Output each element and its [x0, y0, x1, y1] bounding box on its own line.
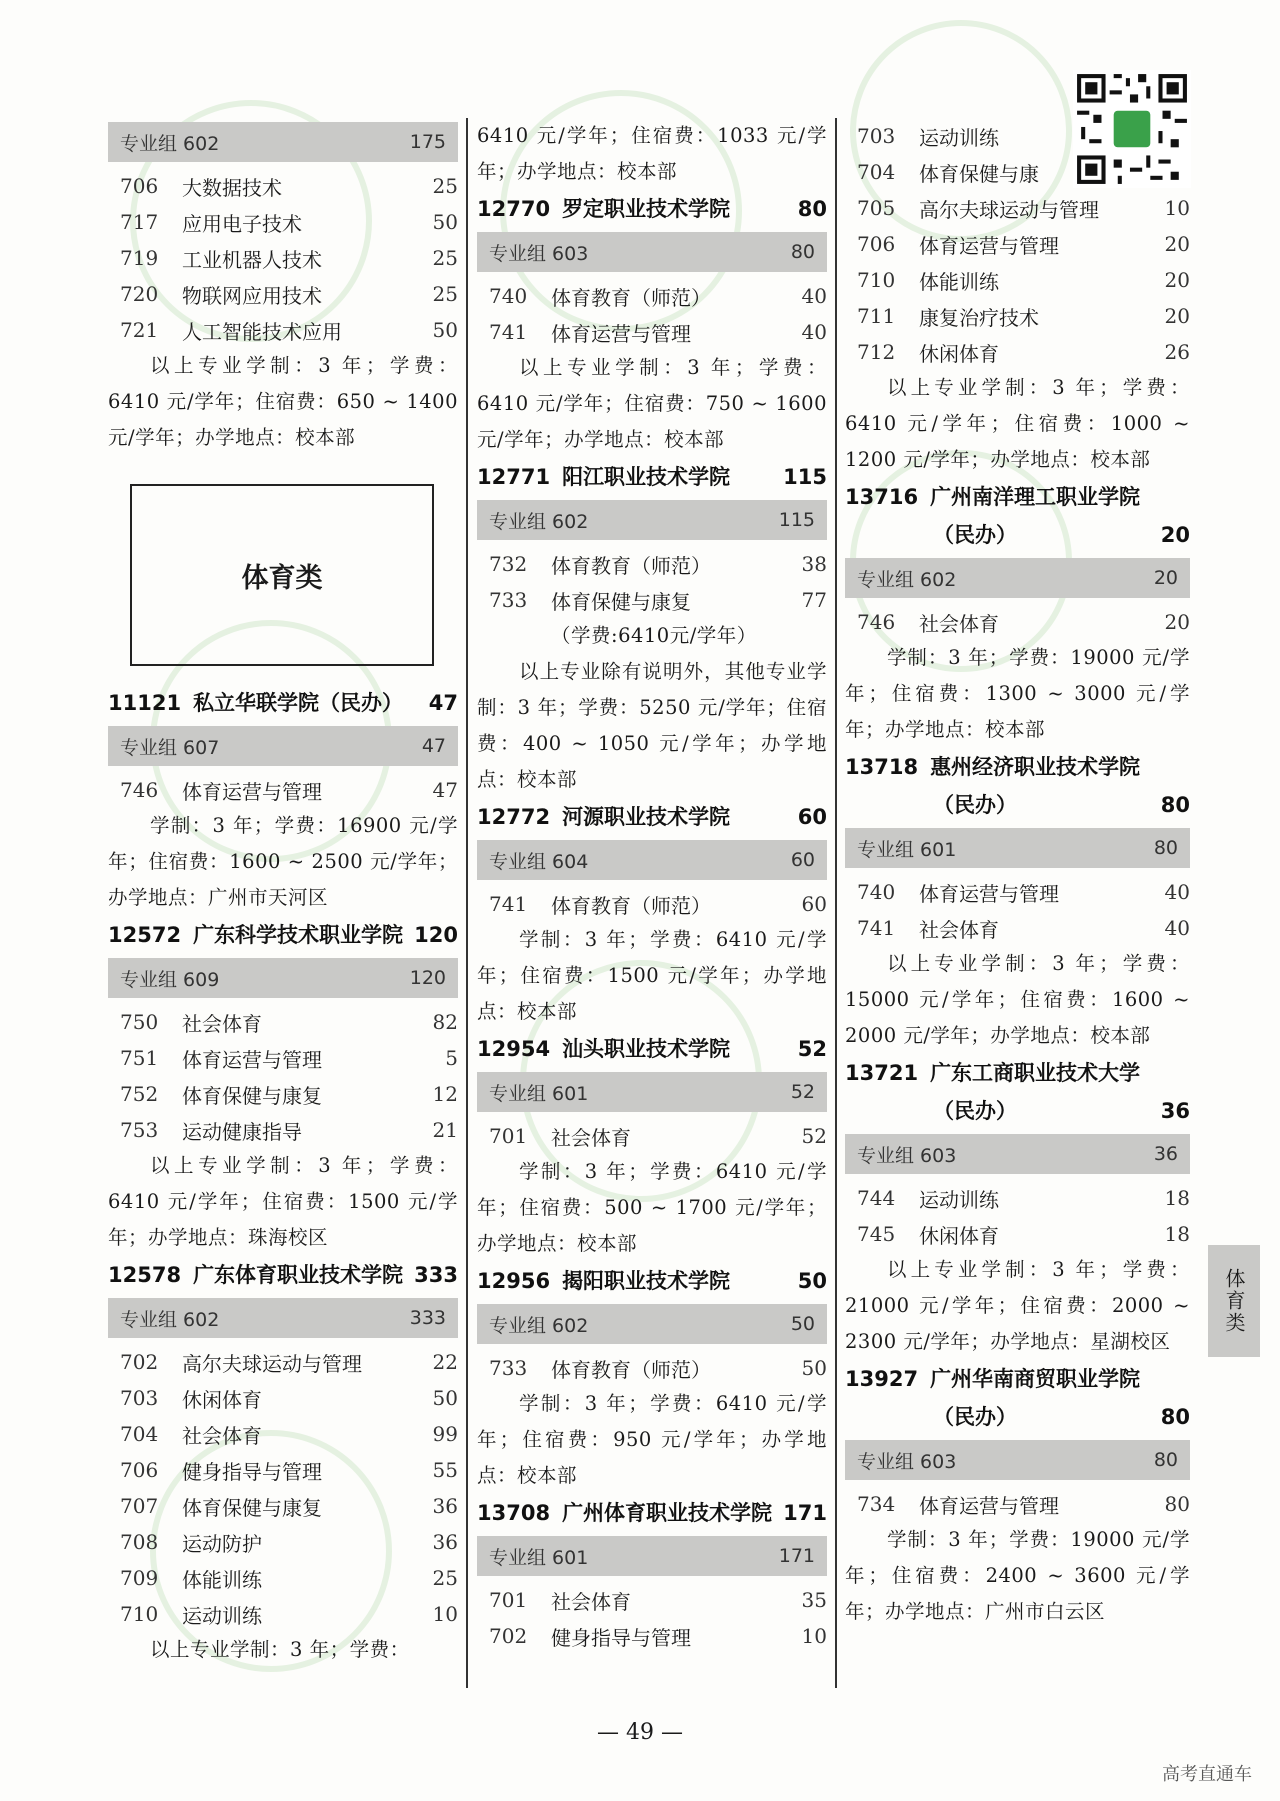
major-name: 社会体育	[551, 1125, 631, 1150]
major-name: 体育运营与管理	[919, 881, 1059, 906]
program-note: 学制：3 年；学费：19000 元/学年；住宿费：2400 ~ 3600 元/学年；办学地点：广州市白云区	[845, 1528, 1190, 1623]
major-plan-count: 26	[1164, 340, 1190, 364]
major-name: 体育运营与管理	[182, 779, 322, 804]
major-code: 750	[120, 1010, 159, 1034]
major-plan-count: 18	[1164, 1186, 1190, 1210]
major-code: 706	[120, 1458, 159, 1482]
major-list	[845, 118, 1190, 370]
major-group-header: 专业组 601 171	[477, 1536, 827, 1576]
category-side-tab: 体育类	[1208, 1245, 1260, 1357]
major-code: 734	[857, 1492, 896, 1516]
major-name: 体育教育（师范）	[551, 285, 711, 310]
major-plan-count: 82	[432, 1010, 458, 1034]
major-row	[108, 1344, 458, 1380]
major-plan-count: 40	[1164, 880, 1190, 904]
school-heading: 13721 广东工商职业技术大学 （民办） 36	[845, 1061, 1190, 1123]
major-name: 运动防护	[182, 1531, 262, 1556]
major-group-header: 专业组 601 52	[477, 1072, 827, 1112]
major-code: 733	[489, 1356, 528, 1380]
major-plan-count: 10	[432, 1602, 458, 1626]
major-row	[108, 1380, 458, 1416]
major-row	[108, 1416, 458, 1452]
major-code: 709	[120, 1566, 159, 1590]
footer-brand: 高考直通车	[1162, 1764, 1252, 1785]
major-group-header: 专业组 602 333	[108, 1298, 458, 1338]
major-list	[845, 1486, 1190, 1522]
major-list	[477, 1350, 827, 1386]
major-plan-count: 38	[801, 552, 827, 576]
major-plan-count: 80	[1164, 1492, 1190, 1516]
major-name: 休闲体育	[182, 1387, 262, 1412]
major-row	[108, 204, 458, 240]
major-row	[477, 1582, 827, 1618]
major-row	[845, 298, 1190, 334]
program-note: 以上专业学制：3 年；学费：6410 元/学年；住宿费：750 ~ 1600 元/学年；办学地点：校本部	[477, 356, 827, 451]
major-plan-count: 25	[432, 282, 458, 306]
program-note: 学制：3 年；学费：16900 元/学年；住宿费：1600 ~ 2500 元/学年；办学地点：广州市天河区	[108, 814, 458, 909]
major-list	[477, 546, 827, 618]
major-name: 社会体育	[182, 1011, 262, 1036]
major-list	[845, 604, 1190, 640]
major-name: 人工智能技术应用	[182, 319, 342, 344]
major-group-header: 专业组 603 80	[845, 1440, 1190, 1480]
program-note: 以上专业学制：3 年；学费：6410 元/学年；住宿费：650 ~ 1400 元/学年；办学地点：校本部	[108, 354, 458, 449]
program-note: 6410 元/学年；住宿费：1033 元/学年；办学地点：校本部	[477, 124, 827, 183]
major-list	[477, 886, 827, 922]
major-name: 体育教育（师范）	[551, 1357, 711, 1382]
major-code: 741	[857, 916, 896, 940]
major-code: 701	[489, 1124, 528, 1148]
program-note: 以上专业学制：3 年；学费：	[150, 1638, 410, 1661]
major-code: 708	[120, 1530, 159, 1554]
major-row	[108, 1004, 458, 1040]
major-list	[845, 874, 1190, 946]
major-plan-count: 22	[432, 1350, 458, 1374]
major-name: 社会体育	[182, 1423, 262, 1448]
major-name: 体育教育（师范）	[551, 893, 711, 918]
major-plan-count: 10	[1164, 196, 1190, 220]
major-code: 732	[489, 552, 528, 576]
major-name: 健身指导与管理	[551, 1625, 691, 1650]
major-row	[108, 1596, 458, 1632]
school-heading: 12956 揭阳职业技术学院 50	[477, 1269, 827, 1293]
major-code: 707	[120, 1494, 159, 1518]
major-row	[477, 546, 827, 582]
major-group-header: 专业组 601 80	[845, 828, 1190, 868]
major-code: 746	[857, 610, 896, 634]
major-plan-count: 20	[1164, 304, 1190, 328]
major-plan-count: 25	[432, 246, 458, 270]
major-name: 体育保健与康复	[551, 589, 691, 614]
major-group-header: 专业组 604 60	[477, 840, 827, 880]
major-name: 体育教育（师范）	[551, 553, 711, 578]
major-plan-count: 36	[432, 1494, 458, 1518]
major-plan-count: 47	[432, 778, 458, 802]
major-name: 休闲体育	[919, 341, 999, 366]
major-row	[108, 1488, 458, 1524]
major-row	[845, 190, 1190, 226]
program-note: 学制：3 年；学费：6410 元/学年；住宿费：950 元/学年；办学地点：校本部	[477, 1392, 827, 1487]
major-row	[845, 334, 1190, 370]
major-name: 体育运营与管理	[551, 321, 691, 346]
major-code: 719	[120, 246, 159, 270]
major-code: 741	[489, 892, 528, 916]
major-name: 社会体育	[919, 611, 999, 636]
major-code: 744	[857, 1186, 896, 1210]
major-group-header: 专业组 602 50	[477, 1304, 827, 1344]
school-heading: 13716 广州南洋理工职业学院 （民办） 20	[845, 485, 1190, 547]
major-plan-count: 20	[1164, 610, 1190, 634]
major-code: 751	[120, 1046, 159, 1070]
major-plan-count: 55	[432, 1458, 458, 1482]
major-name: 物联网应用技术	[182, 283, 322, 308]
major-plan-count: 50	[432, 318, 458, 342]
column-divider	[835, 118, 837, 1688]
major-row	[477, 278, 827, 314]
major-group-header: 专业组 602 175	[108, 122, 458, 162]
major-name: 体育运营与管理	[919, 233, 1059, 258]
school-heading: 12578 广东体育职业技术学院 333	[108, 1263, 458, 1287]
major-code: 740	[489, 284, 528, 308]
major-code: 721	[120, 318, 159, 342]
major-code: 741	[489, 320, 528, 344]
major-row	[845, 154, 1190, 190]
major-code: 703	[857, 124, 896, 148]
major-name: 运动健康指导	[182, 1119, 302, 1144]
major-code: 740	[857, 880, 896, 904]
column-2	[477, 118, 827, 1654]
major-name: 高尔夫球运动与管理	[919, 197, 1099, 222]
school-heading: 13708 广州体育职业技术学院 171	[477, 1501, 827, 1525]
major-plan-count: 52	[801, 1124, 827, 1148]
program-note: 以上专业学制：3 年；学费：15000 元/学年；住宿费：1600 ~ 2000 元/学年；办学地点：校本部	[845, 952, 1190, 1047]
major-row	[477, 1618, 827, 1654]
major-list	[108, 168, 458, 348]
major-plan-count: 50	[432, 210, 458, 234]
major-name: 运动训练	[919, 125, 999, 150]
major-row	[845, 226, 1190, 262]
major-plan-count: 12	[432, 1082, 458, 1106]
major-group-header: 专业组 603 80	[477, 232, 827, 272]
major-code: 705	[857, 196, 896, 220]
major-row	[477, 582, 827, 618]
school-heading: 13718 惠州经济职业技术学院 （民办） 80	[845, 755, 1190, 817]
major-code: 706	[120, 174, 159, 198]
school-heading: 12772 河源职业技术学院 60	[477, 805, 827, 829]
major-row	[845, 910, 1190, 946]
major-list	[477, 1582, 827, 1654]
major-row	[477, 1350, 827, 1386]
major-list	[108, 1004, 458, 1148]
major-name: 休闲体育	[919, 1223, 999, 1248]
major-plan-count: 40	[801, 284, 827, 308]
major-group-header: 专业组 602 20	[845, 558, 1190, 598]
major-row	[108, 276, 458, 312]
school-heading: 13927 广州华南商贸职业学院 （民办） 80	[845, 1367, 1190, 1429]
major-row	[108, 1040, 458, 1076]
category-box: 体育类	[130, 484, 434, 666]
major-group-header: 专业组 603 36	[845, 1134, 1190, 1174]
major-code: 753	[120, 1118, 159, 1142]
school-heading: 11121 私立华联学院（民办） 47	[108, 691, 458, 715]
major-plan-count: 5	[445, 1046, 458, 1070]
major-plan-count: 20	[1164, 232, 1190, 256]
major-row	[477, 886, 827, 922]
major-row	[845, 604, 1190, 640]
major-group-header: 专业组 609 120	[108, 958, 458, 998]
major-name: 运动训练	[919, 1187, 999, 1212]
major-plan-count: 36	[432, 1530, 458, 1554]
major-code: 746	[120, 778, 159, 802]
column-divider	[466, 118, 468, 1688]
major-list	[108, 772, 458, 808]
major-row	[108, 772, 458, 808]
page-number: — 49 —	[597, 1720, 683, 1745]
major-code: 702	[120, 1350, 159, 1374]
major-name: 体育保健与康复	[182, 1495, 322, 1520]
major-name: 健身指导与管理	[182, 1459, 322, 1484]
program-note: 以上专业学制：3 年；学费：21000 元/学年；住宿费：2000 ~ 2300 元/学年；办学地点：星湖校区	[845, 1258, 1190, 1353]
major-name: 体能训练	[182, 1567, 262, 1592]
major-name: 工业机器人技术	[182, 247, 322, 272]
major-code: 720	[120, 282, 159, 306]
major-row	[477, 1118, 827, 1154]
program-note: 以上专业除有说明外，其他专业学制：3 年；学费：5250 元/学年；住宿费：400 ~ 1050 元/学年；办学地点：校本部	[477, 660, 827, 791]
major-row	[108, 240, 458, 276]
program-note: 以上专业学制：3 年；学费：6410 元/学年；住宿费：1000 ~ 1200 元/学年；办学地点：校本部	[845, 376, 1190, 471]
major-row	[108, 168, 458, 204]
major-group-header: 专业组 607 47	[108, 726, 458, 766]
major-row	[845, 874, 1190, 910]
major-plan-count: 20	[1164, 268, 1190, 292]
major-plan-count: 77	[801, 588, 827, 612]
major-code: 704	[120, 1422, 159, 1446]
major-row	[845, 1180, 1190, 1216]
major-plan-count: 40	[1164, 916, 1190, 940]
major-name: 体能训练	[919, 269, 999, 294]
major-code: 701	[489, 1588, 528, 1612]
program-note: 学制：3 年；学费：6410 元/学年；住宿费：500 ~ 1700 元/学年；办学地点：校本部	[477, 1160, 827, 1255]
major-plan-count: 50	[432, 1386, 458, 1410]
major-code: 712	[857, 340, 896, 364]
major-code: 702	[489, 1624, 528, 1648]
major-group-header: 专业组 602 115	[477, 500, 827, 540]
major-name: 体育运营与管理	[182, 1047, 322, 1072]
major-plan-count: 40	[801, 320, 827, 344]
major-row	[845, 1486, 1190, 1522]
major-code: 733	[489, 588, 528, 612]
program-note: 学制：3 年；学费：19000 元/学年；住宿费：1300 ~ 3000 元/学年；办学地点：校本部	[845, 646, 1190, 741]
school-heading: 12954 汕头职业技术学院 52	[477, 1037, 827, 1061]
school-heading: 12771 阳江职业技术学院 115	[477, 465, 827, 489]
major-code: 703	[120, 1386, 159, 1410]
major-code: 745	[857, 1222, 896, 1246]
major-list	[477, 1118, 827, 1154]
major-plan-count: 10	[801, 1624, 827, 1648]
major-plan-count: 50	[801, 1356, 827, 1380]
major-name: 社会体育	[551, 1589, 631, 1614]
major-name: 高尔夫球运动与管理	[182, 1351, 362, 1376]
school-heading: 12770 罗定职业技术学院 80	[477, 197, 827, 221]
major-row	[845, 118, 1190, 154]
major-row	[108, 1524, 458, 1560]
major-plan-count: 35	[801, 1588, 827, 1612]
major-plan-count: 25	[432, 174, 458, 198]
major-code: 710	[857, 268, 896, 292]
major-plan-count: 18	[1164, 1222, 1190, 1246]
major-name: 应用电子技术	[182, 211, 302, 236]
major-code: 711	[857, 304, 896, 328]
column-3	[845, 118, 1190, 1630]
major-plan-count: 99	[432, 1422, 458, 1446]
major-name: 社会体育	[919, 917, 999, 942]
major-row	[108, 1560, 458, 1596]
major-code: 704	[857, 160, 896, 184]
major-name: 体育保健与康	[919, 161, 1039, 186]
major-code: 717	[120, 210, 159, 234]
major-code: 710	[120, 1602, 159, 1626]
program-note: 以上专业学制：3 年；学费：6410 元/学年；住宿费：1500 元/学年；办学地点：珠海校区	[108, 1154, 458, 1249]
major-code: 752	[120, 1082, 159, 1106]
major-list	[477, 278, 827, 350]
major-name: 体育保健与康复	[182, 1083, 322, 1108]
major-name: 体育运营与管理	[919, 1493, 1059, 1518]
major-row	[108, 1076, 458, 1112]
major-row	[845, 262, 1190, 298]
major-row	[108, 1112, 458, 1148]
column-1	[108, 118, 458, 1668]
major-row	[108, 1452, 458, 1488]
major-plan-count: 25	[432, 1566, 458, 1590]
major-code: 706	[857, 232, 896, 256]
program-note: 学制：3 年；学费：6410 元/学年；住宿费：1500 元/学年；办学地点：校本部	[477, 928, 827, 1023]
major-row	[108, 312, 458, 348]
major-list	[845, 1180, 1190, 1252]
major-row	[845, 1216, 1190, 1252]
major-name: 大数据技术	[182, 175, 282, 200]
major-plan-count: 60	[801, 892, 827, 916]
school-heading: 12572 广东科学技术职业学院 120	[108, 923, 458, 947]
major-list	[108, 1344, 458, 1632]
fee-note: （学费:6410元/学年）	[551, 624, 757, 647]
major-name: 康复治疗技术	[919, 305, 1039, 330]
major-name: 运动训练	[182, 1603, 262, 1628]
major-plan-count: 21	[432, 1118, 458, 1142]
major-row	[477, 314, 827, 350]
